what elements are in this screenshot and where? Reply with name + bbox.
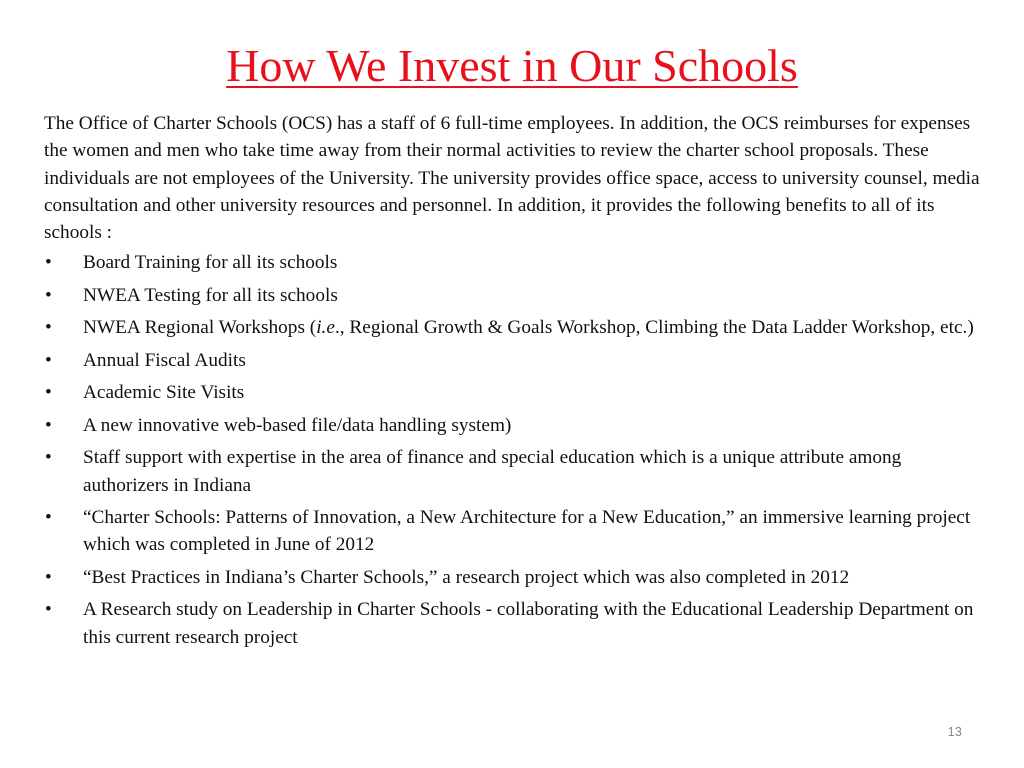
list-item-text: NWEA Testing for all its schools bbox=[83, 284, 338, 306]
bullet-icon: • bbox=[45, 566, 52, 588]
list-item-text-post: ., Regional Growth & Goals Workshop, Climbing the Data Ladder Workshop, etc.) bbox=[334, 317, 974, 339]
list-item bbox=[44, 347, 984, 374]
list-item bbox=[44, 596, 984, 651]
list-item-text: A Research study on Leadership in Charter Schools - collaborating with the Educational Leadership Department on this current research project bbox=[83, 599, 974, 648]
list-item-text: Board Training for all its schools bbox=[83, 252, 338, 274]
list-item bbox=[44, 444, 984, 499]
bullet-icon: • bbox=[45, 382, 52, 404]
list-item-text-em: i.e bbox=[316, 317, 335, 339]
list-item-text: Academic Site Visits bbox=[83, 382, 245, 404]
list-item-text: Annual Fiscal Audits bbox=[83, 349, 246, 371]
page-number: 13 bbox=[947, 724, 962, 739]
list-item bbox=[44, 314, 984, 341]
bullet-icon: • bbox=[45, 284, 52, 306]
list-item bbox=[44, 282, 984, 309]
list-item-text bbox=[83, 317, 974, 338]
intro-paragraph: The Office of Charter Schools (OCS) has a staff of 6 full-time employees. In addition, the OCS reimburses for expenses the women and men who take time away from their normal activities to review the charter school proposals. These individuals are not employees of the University. The university provides office space, access to university counsel, media consultation and other university resources and personnel. In addition, it provides the following benefits to all of its schools : bbox=[44, 113, 980, 244]
list-item-text: “Best Practices in Indiana’s Charter Schools,” a research project which was also completed in 2012 bbox=[83, 566, 850, 588]
list-item bbox=[44, 564, 984, 591]
list-item bbox=[44, 504, 984, 559]
list-item-text-pre: NWEA Regional Workshops ( bbox=[83, 317, 317, 339]
list-item bbox=[44, 249, 984, 276]
bullet-icon: • bbox=[45, 447, 52, 469]
slide-body bbox=[44, 110, 984, 656]
benefits-list bbox=[44, 249, 984, 651]
list-item-text: Staff support with expertise in the area of finance and special education which is a unique attribute among authorizers in Indiana bbox=[83, 447, 902, 496]
bullet-icon: • bbox=[45, 599, 52, 621]
list-item bbox=[44, 412, 984, 439]
list-item-text: A new innovative web-based file/data handling system) bbox=[83, 414, 512, 436]
list-item-text: “Charter Schools: Patterns of Innovation, a New Architecture for a New Education,” an immersive learning project which was completed in June of 2012 bbox=[83, 507, 971, 556]
bullet-icon: • bbox=[45, 252, 52, 274]
bullet-icon: • bbox=[45, 414, 52, 436]
bullet-icon: • bbox=[45, 317, 52, 339]
bullet-icon: • bbox=[45, 349, 52, 371]
list-item bbox=[44, 379, 984, 406]
slide-title: How We Invest in Our Schools bbox=[226, 40, 798, 91]
bullet-icon: • bbox=[45, 507, 52, 529]
